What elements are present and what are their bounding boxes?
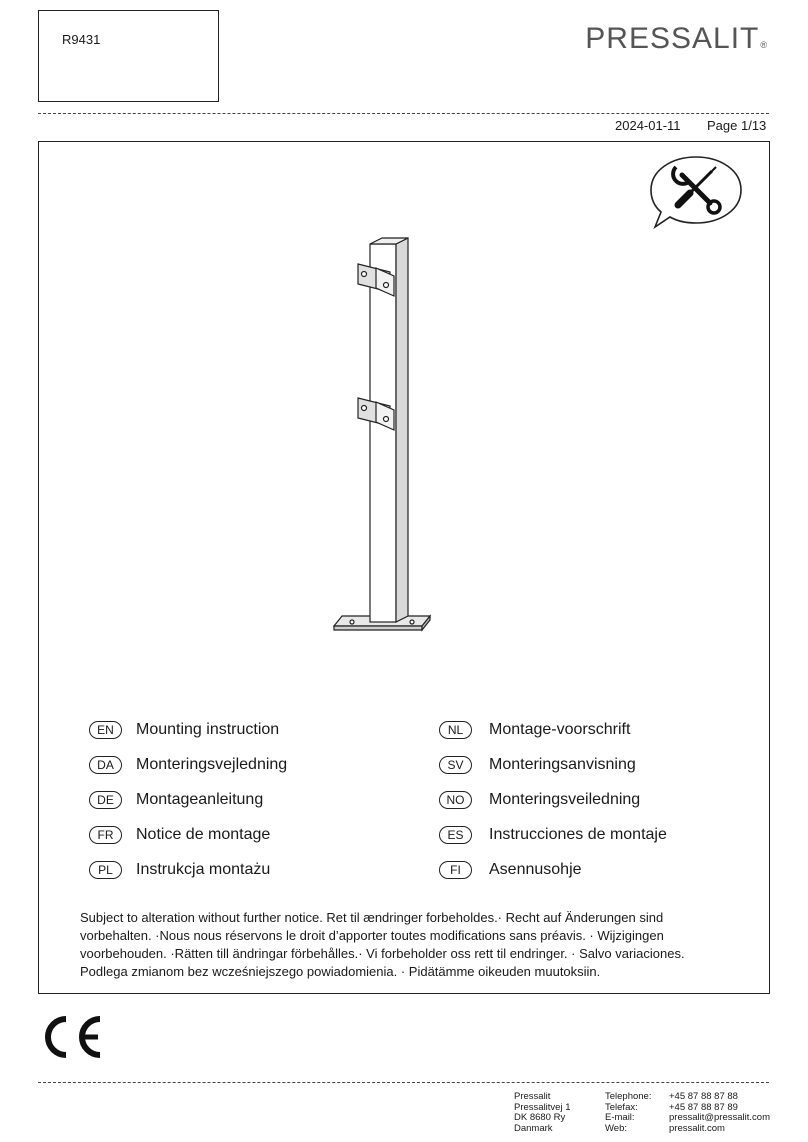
lang-title-sv: Monteringsanvisning [489, 756, 636, 773]
lang-code-pl: PL [89, 861, 122, 879]
product-code-box [38, 10, 219, 102]
base-hole [410, 620, 414, 624]
lang-title-no: Monteringsveiledning [489, 791, 641, 808]
brand-name: PRESSALIT [585, 22, 760, 55]
lang-title-en: Mounting instruction [136, 721, 280, 738]
lang-code-de: DE [89, 791, 122, 809]
lang-title-nl: Montage-voorschrift [489, 721, 631, 738]
base-hole [350, 620, 354, 624]
page-number: Page 1/13 [707, 118, 767, 133]
telefax-value: +45 87 88 87 89 [669, 1101, 738, 1113]
company-city: DK 8680 Ry [514, 1112, 566, 1123]
notice-line: vorbehalten. ·Nous nous réservons le droit d’apporter toutes modifications sans préavis. · Wijzigingen [80, 928, 664, 943]
notice-line: Subject to alteration without further notice. Ret til ændringer forbeholdes.· Recht auf Änderungen sind [80, 910, 664, 925]
footer-contact-labels [605, 1092, 651, 1134]
footer-contact-values [669, 1092, 770, 1134]
bracket-bolt [362, 406, 367, 411]
bracket-bolt [362, 272, 367, 277]
company-street: Pressalitvej 1 [514, 1101, 571, 1113]
brand-logo [585, 22, 768, 56]
web-label: Web: [605, 1122, 628, 1134]
notice-line: voorbehouden. ·Rätten till ändringar förbehålles.· Vi forbeholder oss rett til endringer. · Salvo variaciones. [80, 946, 685, 961]
lang-code-da: DA [89, 756, 122, 774]
telephone-label: Telephone: [605, 1091, 652, 1102]
alteration-notice [80, 909, 740, 981]
lang-code-nl: NL [439, 721, 472, 739]
lang-code-no: NO [439, 791, 472, 809]
footer-divider [38, 1082, 769, 1083]
lang-code-fr: FR [89, 826, 122, 844]
bracket-bolt [384, 417, 389, 422]
lang-title-pl: Instrukcja montażu [136, 861, 271, 878]
lang-title-fi: Asennusohje [489, 861, 582, 878]
lang-title-es: Instrucciones de montaje [489, 826, 667, 843]
telefax-label: Telefax: [605, 1101, 638, 1113]
lang-code-fi: FI [439, 861, 472, 879]
bracket-bolt [384, 283, 389, 288]
base-plate-edge [334, 626, 422, 630]
lang-title-de: Montageanleitung [136, 791, 264, 808]
notice-line: Podlega zmianom bez wcześniejszego powiadomienia. · Pidätämme oikeuden muutoksiin. [80, 964, 601, 979]
post-side [396, 238, 408, 622]
lang-title-da: Monteringsvejledning [136, 756, 288, 773]
post-front [370, 244, 396, 622]
lang-title-fr: Notice de montage [136, 826, 271, 843]
tools-required-bubble [646, 153, 746, 233]
document-date: 2024-01-11 [615, 118, 681, 133]
ce-letter-c [48, 1019, 66, 1055]
post-illustration [330, 228, 440, 638]
registered-mark: ® [760, 40, 768, 50]
web-link[interactable]: pressalit.com [669, 1122, 725, 1134]
footer-company [514, 1092, 571, 1134]
header-divider [38, 113, 769, 114]
company-country: Danmark [514, 1122, 553, 1134]
telephone-value: +45 87 88 87 88 [669, 1091, 738, 1102]
email-link[interactable]: pressalit@pressalit.com [669, 1112, 770, 1123]
product-code: R9431 [62, 32, 101, 47]
lang-code-sv: SV [439, 756, 472, 774]
company-name: Pressalit [514, 1091, 551, 1102]
lang-code-es: ES [439, 826, 472, 844]
email-label: E-mail: [605, 1112, 635, 1123]
ce-mark-icon [38, 1013, 104, 1061]
lang-code-en: EN [89, 721, 122, 739]
